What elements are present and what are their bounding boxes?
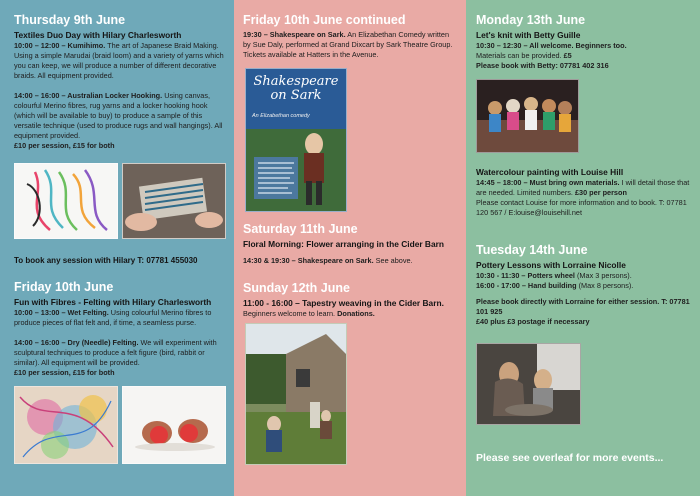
wet-felting-image bbox=[14, 386, 118, 464]
betty-booking: Please book with Betty: 07781 402 316 bbox=[476, 61, 609, 70]
locker-hooking-image bbox=[122, 163, 226, 239]
kumihimo-description: 10:00 – 12:00 – Kumihimo. The art of Japanese Braid Making. Using a simple Marudai (braid loom) and a variety of yarns which you can keep, we will produce a number of different decorative braids. All equipment provided. bbox=[14, 41, 224, 80]
saturday-section bbox=[243, 222, 457, 266]
hilary-booking: To book any session with Hilary T: 07781 455030 bbox=[14, 256, 198, 265]
watercolour-description: 14:45 – 18:00 – Must bring own materials. I will detail those that are needed. Limited numbers. £30 per person bbox=[476, 178, 690, 197]
knitting-title: Let's knit with Betty Guille bbox=[476, 30, 581, 40]
saturday-shakespeare: 14:30 & 19:30 – Shakespeare on Sark. See above. bbox=[243, 256, 413, 265]
hand-building-session: 16:00 - 17:00 – Hand building (Max 8 persons). bbox=[476, 281, 634, 290]
poster-title-line2: on Sark bbox=[270, 88, 322, 103]
watercolour-time: 14:45 – 18:00 – Must bring own materials. bbox=[476, 178, 620, 187]
locker-hooking-description: 14:00 – 16:00 – Australian Locker Hooking. Using canvas, colourful Merino fibres, rug yarns and a locker hooking hook (which will be available to buy) to produce a sample of this versatile technique (used to produce rugs and wall hangings). All equipment provided. bbox=[14, 91, 223, 140]
tuesday-heading: Tuesday 14th June bbox=[476, 243, 588, 257]
tapestry-weaving-photo bbox=[245, 323, 347, 465]
needle-felting-description: 14:00 – 16:00 – Dry (Needle) Felting. We will experiment with sculptural techniques to produce a felt figure (bird, rabbit or similar). All equipment will be provided. bbox=[14, 338, 217, 367]
wet-felting-time: 10:00 – 13:00 – Wet Felting. bbox=[14, 308, 109, 317]
pottery-price: £40 plus £3 postage if necessary bbox=[476, 317, 590, 326]
sunday-section bbox=[243, 281, 459, 319]
sunday-heading: Sunday 12th June bbox=[243, 281, 350, 295]
potters-wheel-session: 10:30 - 11:30 – Potters wheel (Max 3 persons). bbox=[476, 271, 632, 280]
friday-continued-heading: Friday 10th June continued bbox=[243, 13, 406, 27]
kumihimo-braids-image bbox=[14, 163, 118, 239]
watercolour-title: Watercolour painting with Louise Hill bbox=[476, 167, 624, 177]
knitting-materials: Materials can be provided. £5 bbox=[476, 51, 572, 60]
knitted-toys-photo bbox=[476, 79, 579, 153]
friday-price: £10 per session, £15 for both bbox=[14, 368, 115, 377]
lorraine-booking: Please book directly with Lorraine for either session. T: 07781 101 925 bbox=[476, 297, 690, 316]
tapestry-description: Beginners welcome to learn. Donations. bbox=[243, 309, 375, 318]
poster-subtitle: An Elizabethan comedy bbox=[252, 113, 310, 119]
pottery-title: Pottery Lessons with Lorraine Nicolle bbox=[476, 260, 626, 270]
needle-felting-time: 14:00 – 16:00 – Dry (Needle) Felting. bbox=[14, 338, 139, 347]
needle-felted-birds-image bbox=[122, 386, 226, 464]
saturday-shakespeare-time: 14:30 & 19:30 – Shakespeare on Sark. bbox=[243, 256, 374, 265]
tuesday-section bbox=[476, 243, 692, 327]
thursday-title: Textiles Duo Day with Hilary Charlesworth bbox=[14, 30, 182, 40]
overleaf-note: Please see overleaf for more events... bbox=[476, 452, 664, 464]
kumihimo-time: 10:00 – 12:00 – Kumihimo. bbox=[14, 41, 106, 50]
shakespeare-poster-image bbox=[245, 68, 347, 212]
friday-section bbox=[14, 280, 226, 378]
thursday-price: £10 per session, £15 for both bbox=[14, 141, 115, 150]
friday-heading: Friday 10th June bbox=[14, 280, 114, 294]
louise-contact: Please contact Louise for more information and to book. T: 07781 120 567 / E:louise@louisehill.net bbox=[476, 198, 687, 217]
tapestry-time: 11:00 - 16:00 – Tapestry weaving in the Cider Barn. bbox=[243, 298, 444, 308]
wet-felting-description: 10:00 – 13:00 – Wet Felting. Using colourful Merino fibres to produce pieces of flat felt and, if time, a seamless purse. bbox=[14, 308, 212, 327]
shakespeare-description: 19:30 – Shakespeare on Sark. An Elizabethan Comedy written by Sue Daly, performed at Grand Dixcart by Sark Theatre Group. Tickets available at Hatters in the Avenue. bbox=[243, 30, 453, 59]
shakespeare-time: 19:30 – Shakespeare on Sark. bbox=[243, 30, 346, 39]
saturday-heading: Saturday 11th June bbox=[243, 222, 358, 236]
thursday-heading: Thursday 9th June bbox=[14, 13, 126, 27]
monday-heading: Monday 13th June bbox=[476, 13, 586, 27]
poster-title bbox=[246, 75, 346, 103]
knitting-time: 10:30 – 12:30 – All welcome. Beginners too. bbox=[476, 41, 627, 50]
floral-morning-title: Floral Morning: Flower arranging in the Cider Barn bbox=[243, 239, 445, 249]
locker-hooking-time: 14:00 – 16:00 – Australian Locker Hooking. bbox=[14, 91, 163, 100]
friday-title: Fun with Fibres - Felting with Hilary Charlesworth bbox=[14, 297, 212, 307]
poster-title-line1: Shakespeare bbox=[253, 74, 339, 89]
watercolour-section bbox=[476, 167, 692, 218]
pottery-lesson-photo bbox=[476, 343, 581, 425]
